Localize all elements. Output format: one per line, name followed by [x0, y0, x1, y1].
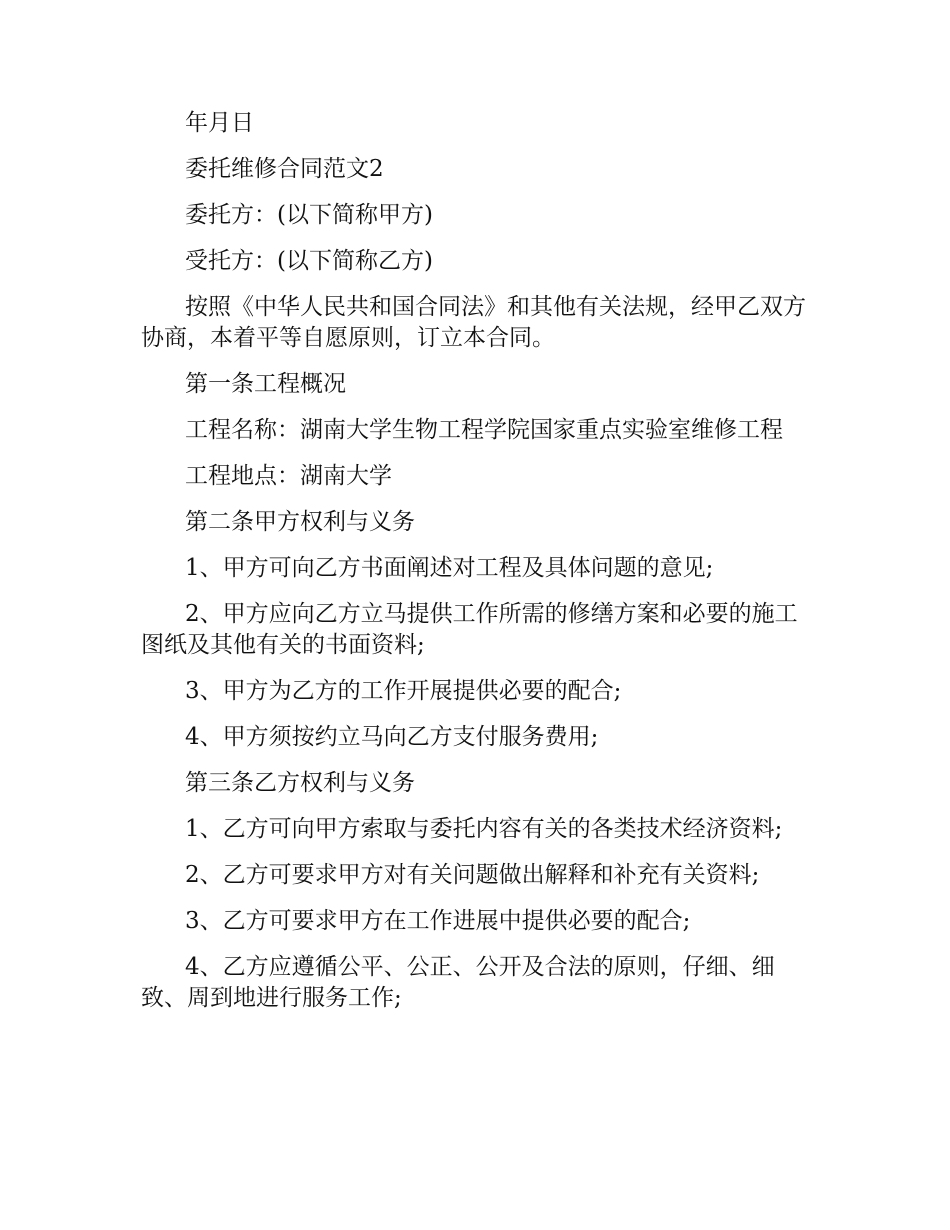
- contractor-party: 受托方：(以下简称乙方): [185, 248, 433, 274]
- document-body: [141, 108, 809, 1029]
- article-1-heading: 第一条工程概况: [185, 371, 346, 397]
- preamble: 按照《中华人民共和国合同法》和其他有关法规，经甲乙双方协商，本着平等自愿原则，订立本合同。: [141, 294, 806, 351]
- article-2-item-1: 1、甲方可向乙方书面阐述对工程及具体问题的意见;: [185, 555, 714, 581]
- project-name: 工程名称：湖南大学生物工程学院国家重点实验室维修工程: [185, 417, 783, 443]
- article-2-item-4: 4、甲方须按约立马向乙方支付服务费用;: [185, 724, 599, 750]
- article-2-item-3: 3、甲方为乙方的工作开展提供必要的配合;: [185, 678, 622, 704]
- date-line: 年月日: [185, 110, 254, 136]
- project-location: 工程地点：湖南大学: [185, 463, 392, 489]
- article-3-heading: 第三条乙方权利与义务: [185, 770, 415, 796]
- article-3-item-1: 1、乙方可向甲方索取与委托内容有关的各类技术经济资料;: [185, 816, 783, 842]
- client-party: 委托方：(以下简称甲方): [185, 202, 433, 228]
- article-3-item-2: 2、乙方可要求甲方对有关问题做出解释和补充有关资料;: [185, 862, 760, 888]
- article-3-item-3: 3、乙方可要求甲方在工作进展中提供必要的配合;: [185, 908, 691, 934]
- article-3-item-4: 4、乙方应遵循公平、公正、公开及合法的原则，仔细、细致、周到地进行服务工作;: [141, 954, 775, 1011]
- contract-title: 委托维修合同范文2: [185, 156, 384, 182]
- article-2-item-2: 2、甲方应向乙方立马提供工作所需的修缮方案和必要的施工图纸及其他有关的书面资料;: [141, 601, 798, 658]
- article-2-heading: 第二条甲方权利与义务: [185, 509, 415, 535]
